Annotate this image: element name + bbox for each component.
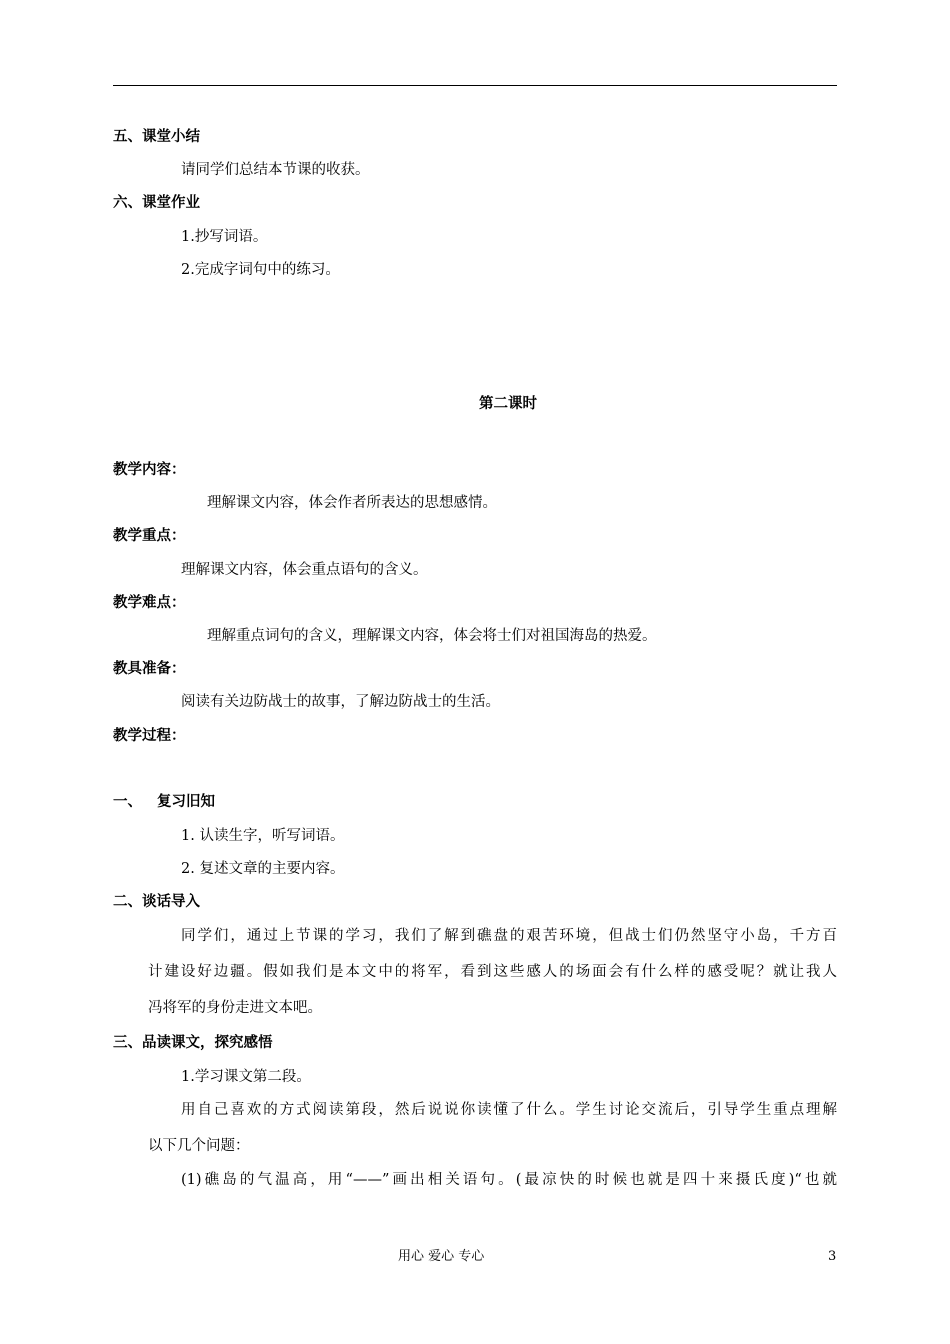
summary-text: 请同学们总结本节课的收获。	[181, 162, 370, 178]
process-label: 教学过程：	[113, 728, 186, 744]
step-1-item-2: 2. 复述文章的主要内容。	[181, 861, 345, 877]
content-label: 教学内容：	[113, 462, 186, 478]
step-1-item-1: 1. 认读生字，听写词语。	[181, 828, 345, 844]
step-3-heading: 三、品读课文，探究感悟	[113, 1035, 273, 1051]
step-1-number: 一、	[113, 794, 142, 810]
prep-text: 阅读有关边防战士的故事，了解边防战士的生活。	[181, 694, 500, 710]
difficulty-label: 教学难点：	[113, 595, 186, 611]
focus-label: 教学重点：	[113, 528, 186, 544]
step-1-heading: 复习旧知	[157, 794, 215, 810]
step-3-paragraph-line-3: (1)礁岛的气温高，用“——”画出相关语句。(最凉快的时候也就是四十来摄氏度)“也就	[181, 1172, 837, 1188]
step-3-paragraph-line-2: 以下几个问题：	[148, 1138, 250, 1154]
homework-item-1: 1.抄写词语。	[181, 229, 268, 245]
difficulty-text: 理解重点词句的含义，理解课文内容，体会将士们对祖国海岛的热爱。	[207, 628, 657, 644]
header-rule	[113, 85, 837, 86]
footer-motto: 用心 爱心 专心	[398, 1249, 485, 1264]
step-2-paragraph-line-1: 同学们，通过上节课的学习，我们了解到礁盘的艰苦环境，但战士们仍然坚守小岛，千方百	[181, 928, 837, 944]
step-2-heading: 二、谈话导入	[113, 894, 200, 910]
section-heading-homework: 六、课堂作业	[113, 195, 200, 211]
homework-item-2: 2.完成字词句中的练习。	[181, 262, 340, 278]
prep-label: 教具准备：	[113, 661, 186, 677]
content-text: 理解课文内容，体会作者所表达的思想感情。	[207, 495, 497, 511]
focus-text: 理解课文内容，体会重点语句的含义。	[181, 562, 428, 578]
section-heading-summary: 五、课堂小结	[113, 129, 200, 145]
step-2-paragraph-line-2: 计建设好边疆。假如我们是本文中的将军，看到这些感人的场面会有什么样的感受呢？就让我人	[148, 964, 837, 980]
step-3-item-1: 1.学习课文第二段。	[181, 1069, 311, 1085]
page-number: 3	[828, 1249, 837, 1264]
step-2-paragraph-line-3: 冯将军的身份走进文本吧。	[148, 1000, 322, 1016]
lesson-title: 第二课时	[479, 396, 537, 412]
step-3-paragraph-line-1: 用自己喜欢的方式阅读第段，然后说说你读懂了什么。学生讨论交流后，引导学生重点理解	[181, 1102, 837, 1118]
